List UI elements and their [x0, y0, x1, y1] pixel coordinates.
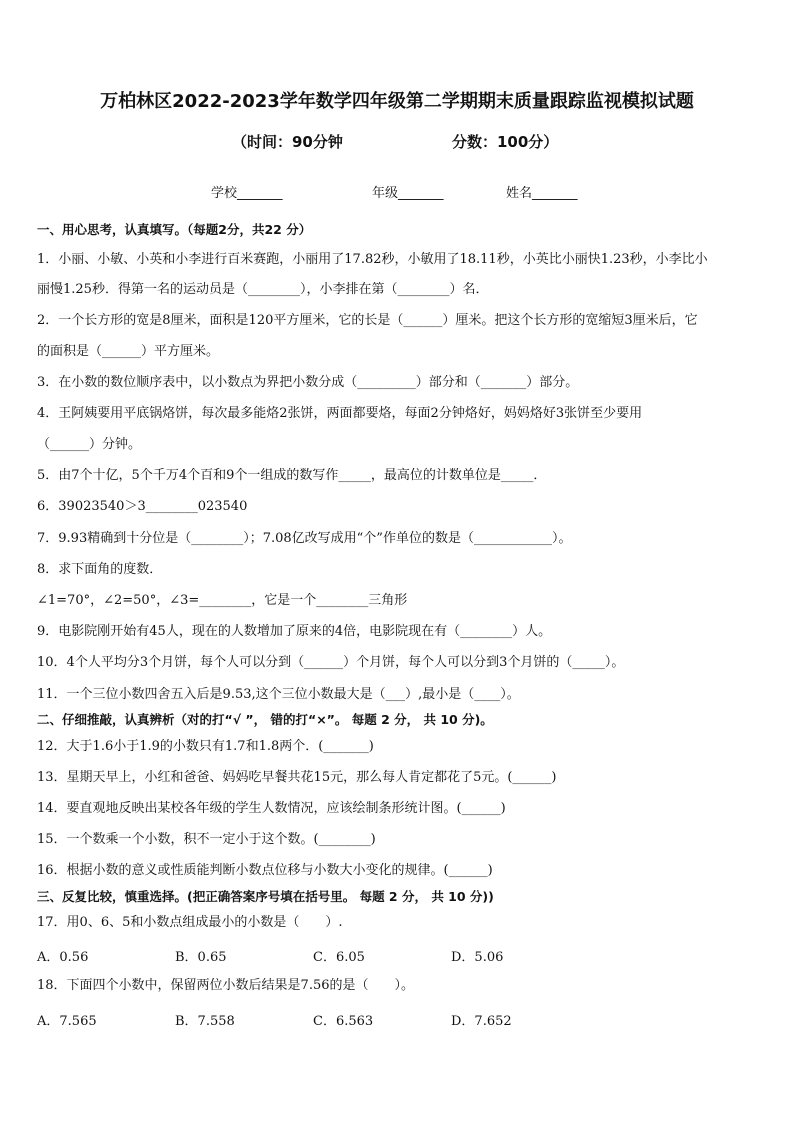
- question-7: 7．9.93精确到十分位是（________）；7.08亿改写成用“个”作单位的数是（____________）。: [37, 531, 572, 546]
- question-1-line-2: 丽慢1.25秒．得第一名的运动员是（________），小李排在第（________）名．: [37, 282, 489, 297]
- question-11: 11．一个三位小数四舍五入后是9.53,这个三位小数最大是（___）,最小是（____）。: [37, 687, 520, 702]
- question-2-line-1: 2．一个长方形的宽是8厘米，面积是120平方厘米，它的长是（______）厘米。把这个长方形的宽缩短3厘米后，它: [37, 313, 698, 328]
- q18-option-b: B．7.558: [175, 1014, 235, 1029]
- question-4-line-1: 4．王阿姨要用平底锅烙饼，每次最多能烙2张饼，两面都要烙，每面2分钟烙好，妈妈烙好3张饼至少要用: [37, 406, 643, 421]
- question-14: 14．要直观地反映出某校各年级的学生人数情况，应该绘制条形统计图。(______): [37, 801, 506, 816]
- question-15: 15．一个数乘一个小数，积不一定小于这个数。(________): [37, 832, 376, 847]
- name-field: 姓名_______: [506, 186, 578, 201]
- question-13: 13．星期天早上，小红和爸爸、妈妈吃早餐共花15元，那么每人肯定都花了5元。(______): [37, 770, 557, 785]
- question-17: 17．用0、6、5和小数点组成最小的小数是（ ）.: [37, 915, 343, 930]
- q17-option-a: A．0.56: [37, 950, 89, 965]
- q18-option-d: D．7.652: [451, 1014, 512, 1029]
- page-title: 万柏林区2022-2023学年数学四年级第二学期期末质量跟踪监视模拟试题: [100, 91, 694, 112]
- q18-option-c: C．6.563: [313, 1014, 374, 1029]
- q17-option-b: B．0.65: [175, 950, 227, 965]
- question-1-line-1: 1．小丽、小敏、小英和小李进行百米赛跑，小丽用了17.82秒，小敏用了18.11秒，小英比小丽快1.23秒，小李比小: [37, 252, 708, 267]
- question-16: 16．根据小数的意义或性质能判断小数点位移与小数大小变化的规律。(______): [37, 863, 493, 878]
- q17-option-c: C．6.05: [313, 950, 365, 965]
- question-10: 10．4个人平均分3个月饼，每个人可以分到（______）个月饼，每个人可以分到3个月饼的（_____）。: [37, 655, 625, 670]
- section-3-heading: 三、反复比较，慎重选择。(把正确答案序号填在括号里。 每题 2 分， 共 10 分)): [37, 889, 494, 904]
- school-field: 学校_______: [211, 186, 283, 201]
- section-1-heading: 一、用心思考，认真填写。（每题2分，共22 分）: [37, 222, 312, 237]
- question-8-line-1: 8．求下面角的度数．: [37, 562, 163, 577]
- question-9: 9．电影院刚开始有45人，现在的人数增加了原来的4倍，电影院现在有（________）人。: [37, 624, 552, 639]
- question-2-line-2: 的面积是（______）平方厘米。: [37, 344, 220, 359]
- question-5: 5．由7个十亿，5个千万4个百和9个一组成的数写作_____，最高位的计数单位是_____．: [37, 468, 547, 483]
- q17-option-d: D．5.06: [451, 950, 504, 965]
- question-8-line-2: ∠1=70°，∠2=50°，∠3=________，它是一个________三角形: [37, 593, 408, 608]
- section-2-heading: 二、仔细推敲，认真辨析（对的打“√ ”， 错的打“×”。 每题 2 分， 共 10 分)。: [37, 712, 493, 727]
- question-4-line-2: （______）分钟。: [37, 437, 142, 452]
- question-3: 3．在小数的数位顺序表中，以小数点为界把小数分成（_________）部分和（_______）部分。: [37, 375, 579, 390]
- question-12: 12．大于1.6小于1.9的小数只有1.7和1.8两个．(_______): [37, 739, 374, 754]
- grade-field: 年级_______: [372, 186, 444, 201]
- question-6: 6．39023540＞3________023540: [37, 499, 248, 514]
- exam-score: 分数：100分）: [452, 133, 559, 151]
- q18-option-a: A．7.565: [37, 1014, 97, 1029]
- question-18: 18．下面四个小数中，保留两位小数后结果是7.56的是（ ）。: [37, 978, 414, 993]
- exam-time: （时间：90分钟: [232, 133, 343, 151]
